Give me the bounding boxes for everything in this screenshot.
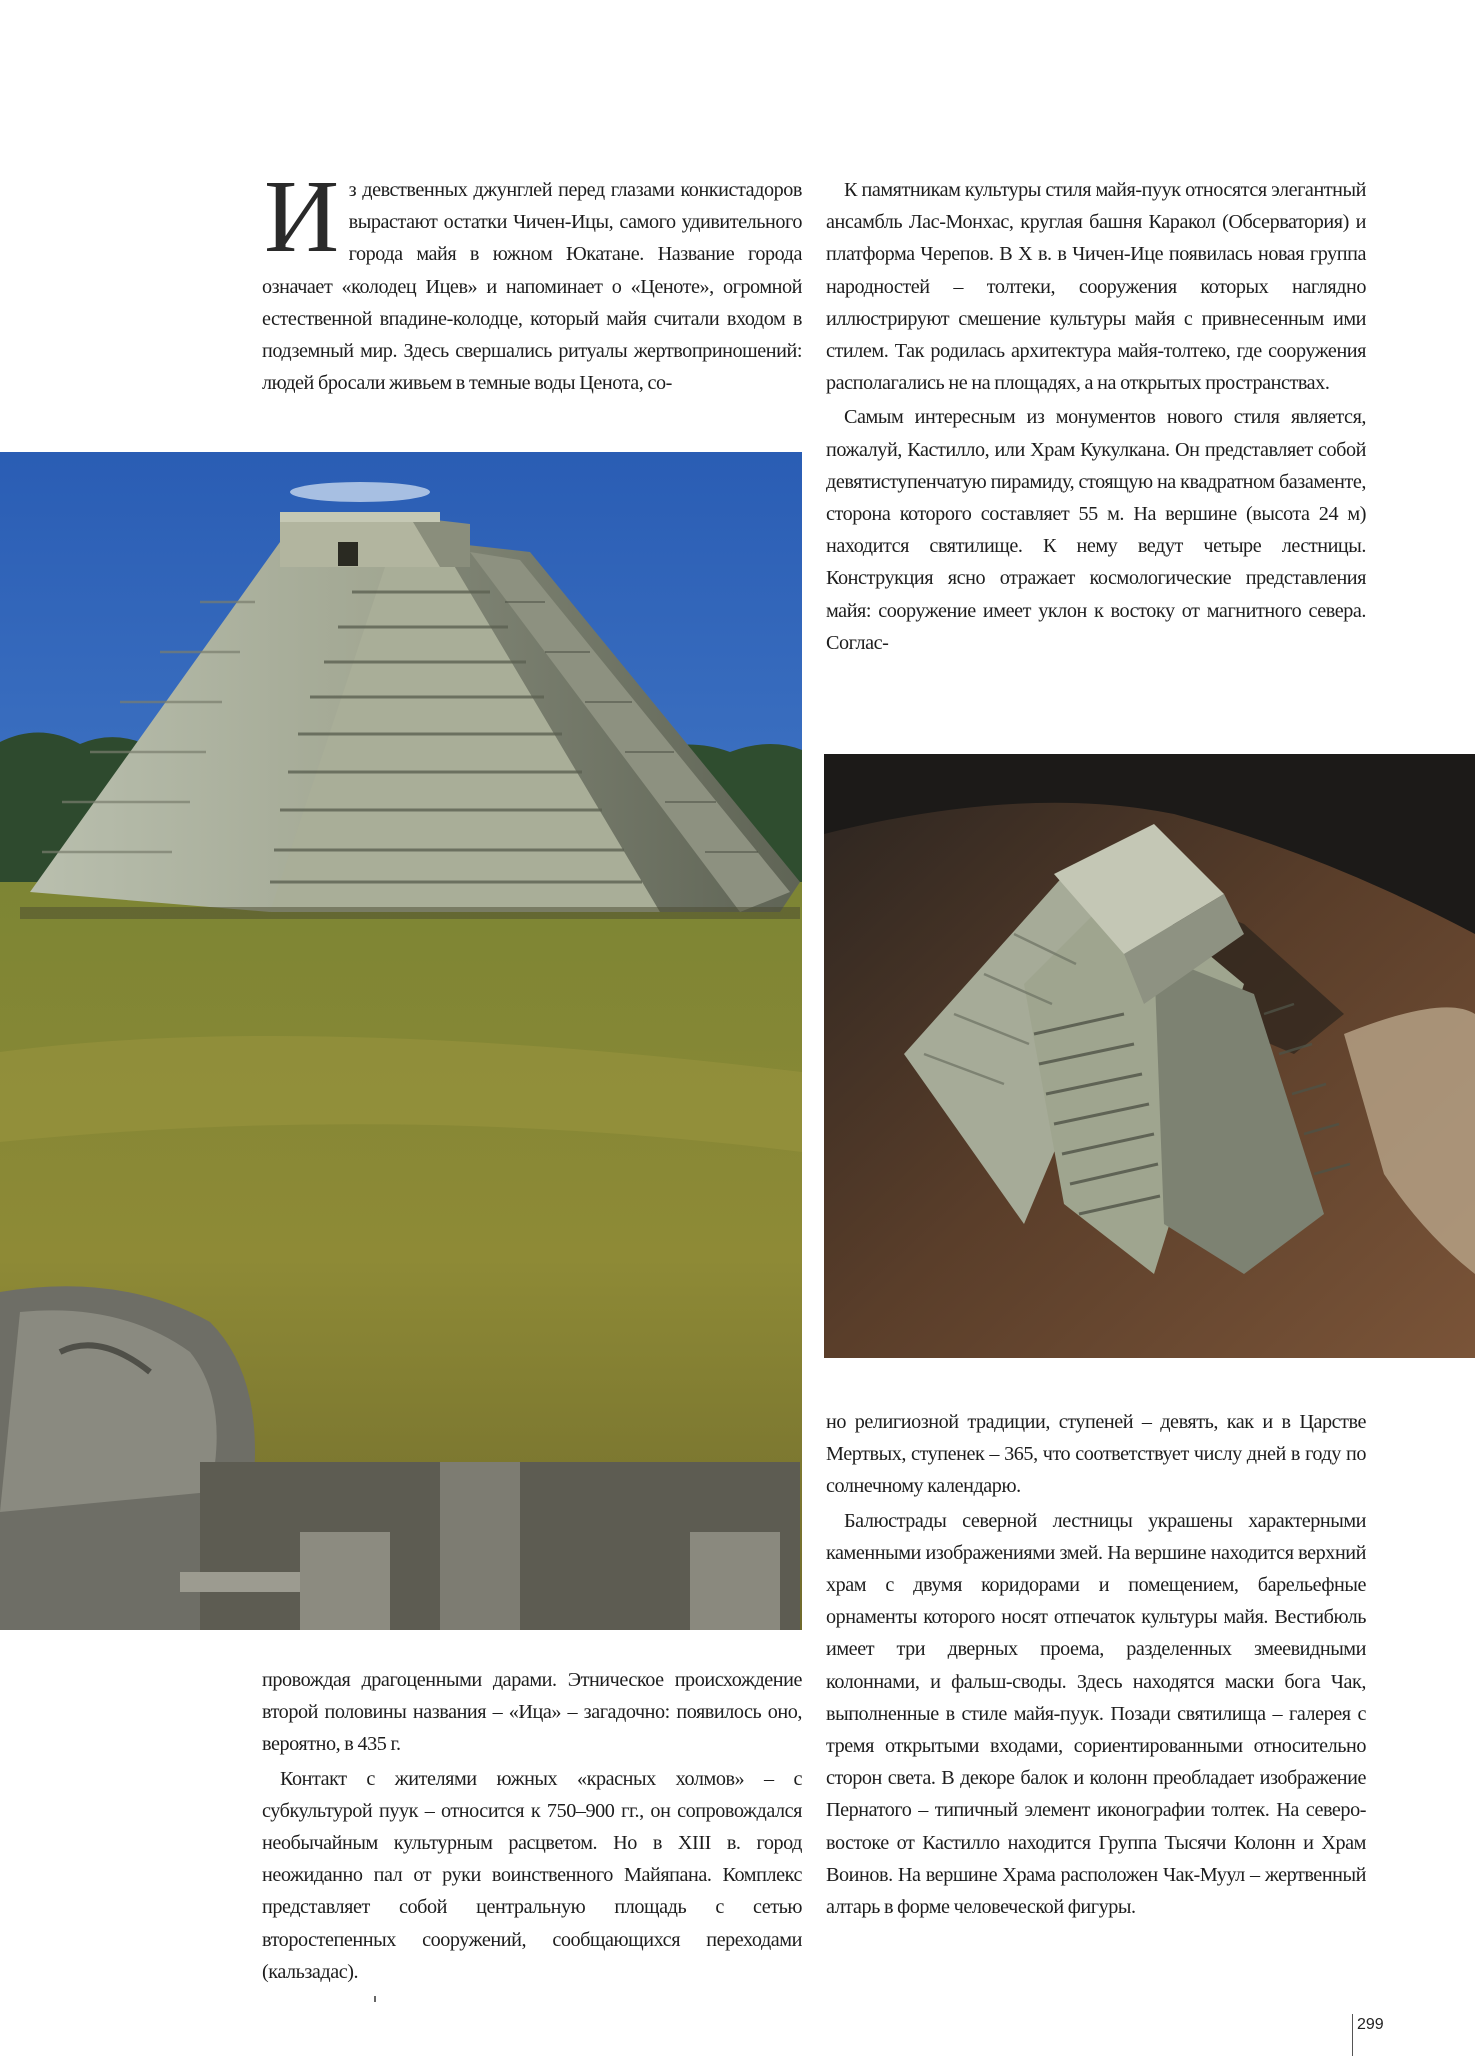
intro-paragraph: Из девственных джунглей перед глазами конкистадоров вырастают остатки Чичен-Ицы, самого удивительного города майя в южном Юкатане. Название города означает «колодец Ицев» и напоминает о «Ценоте», огромной естественной впадине-колодце, который майя считали входом в подземный мир. Здесь свершались ритуалы жертвоприношений: людей бросали живьем в темные воды Ценота, со- [262,159,802,395]
puuk-paragraph: К памятникам культуры стиля майя-пуук относятся элегантный ансамбль Лас-Монхас, круглая башня Каракол (Обсерватория) и платформа Черепов. В X в. в Чичен-Ице появилась новая группа народностей – толтеки, сооружения которых наглядно иллюстрируют смешение культуры майя с привнесенным ими стилем. Так родилась архитектура майя-толтеко, где сооружения располагались не на площадях, а на открытых пространствах. [826,179,1366,395]
drop-cap: И [264,159,339,274]
balustrade-paragraph: Балюстрады северной лестницы украшены характерными каменными изображениями змей. На вершине находится верхний храм с двумя коридорами и помещением, барельефные орнаменты которого носят отпечаток культуры майя. Вестибюль имеет три дверных проема, разделенных змеевидными колоннами, и фальш-своды. Здесь находятся маски бога Чак, выполненные в стиле майя-пуук. Позади святилища – галерея с тремя открытыми входами, сориентированными относительно сторон света. В декоре балок и колонн преобладает изображение Пернатого – типичный элемент иконографии толтек. На северо-востоке от Кастилло находится Группа Тысячи Колонн и Храм Воинов. На вершине Храма расположен Чак-Муул – жертвенный алтарь в форме человеческой фигуры. [826,1509,1366,1919]
pyramid-photo [0,452,802,1630]
aerial-pyramid-photo [824,754,1475,1358]
castillo-paragraph: Самым интересным из монументов нового стиля является, пожалуй, Кастилло, или Храм Кукулкана. Он представляет собой девятиступенчатую пирамиду, стоящую на квадратном базаменте, сторона которого составляет 55 м. На вершине (высота 24 м) находится святилище. К нему ведут четыре лестницы. Конструкция ясно отражает космологические представления майя: сооружение имеет уклон к востоку от магнитного севера. Соглас- [826,406,1366,654]
contact-paragraph: Контакт с жителями южных «красных холмов» – с субкультурой пуук – относится к 750–900 гг., он сопровождался необычайным культурным расцветом. Но в XIII в. город неожиданно пал от руки воинственного Майяпана. Комплекс представляет собой центральную площадь с сетью второстепенных сооружений, сообщающихся переходами (кальзадас). [262,1767,802,1983]
castillo-paragraph-continued: но религиозной традиции, ступеней – девять, как и в Царстве Мертвых, ступенек – 365, что соответствует числу дней в году по солнечному календарю. [826,1411,1366,1498]
right-column-top [826,174,1366,659]
intro-paragraph-continued: провождая драгоценными дарами. Этническое происхождение второй половины названия – «Ица» – загадочно: появилось оно, вероятно, в 435 г. [262,1669,802,1756]
print-speck [374,1996,376,2002]
left-column-top [262,159,802,399]
left-column-bottom [262,1664,802,1988]
page-number: 299 [1352,2014,1384,2056]
right-column-bottom [826,1406,1366,1923]
